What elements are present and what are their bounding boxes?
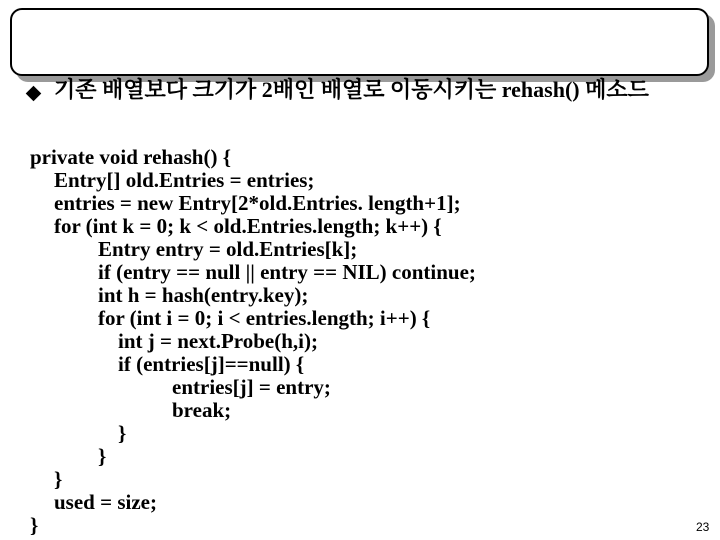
code-line: for (int k = 0; k < old.Entries.length; k++) { <box>54 214 442 238</box>
page-number: 23 <box>696 520 710 534</box>
code-line: if (entry == null || entry == NIL) continue; <box>98 260 476 284</box>
diamond-bullet-icon <box>26 86 42 102</box>
code-line: } <box>54 467 63 491</box>
code-line: if (entries[j]==null) { <box>118 352 305 376</box>
code-line: entries = new Entry[2*old.Entries. length+1]; <box>54 191 461 215</box>
code-line: } <box>30 513 39 537</box>
code-line: Entry[] old.Entries = entries; <box>54 168 315 192</box>
code-line: } <box>98 444 107 468</box>
code-line: for (int i = 0; i < entries.length; i++) { <box>98 306 431 330</box>
code-line: break; <box>172 398 232 422</box>
code-line: int j = next.Probe(h,i); <box>118 329 318 353</box>
code-line: private void rehash() { <box>30 145 231 169</box>
bullet-text: 기존 배열보다 크기가 2배인 배열로 이동시키는 rehash() 메소드 <box>54 77 649 102</box>
code-line: Entry entry = old.Entries[k]; <box>98 237 358 261</box>
slide-title-box <box>10 8 709 76</box>
code-line: int h = hash(entry.key); <box>98 283 309 307</box>
code-line: used = size; <box>54 490 157 514</box>
code-line: } <box>118 421 127 445</box>
code-block <box>30 146 476 537</box>
code-line: entries[j] = entry; <box>172 375 331 399</box>
